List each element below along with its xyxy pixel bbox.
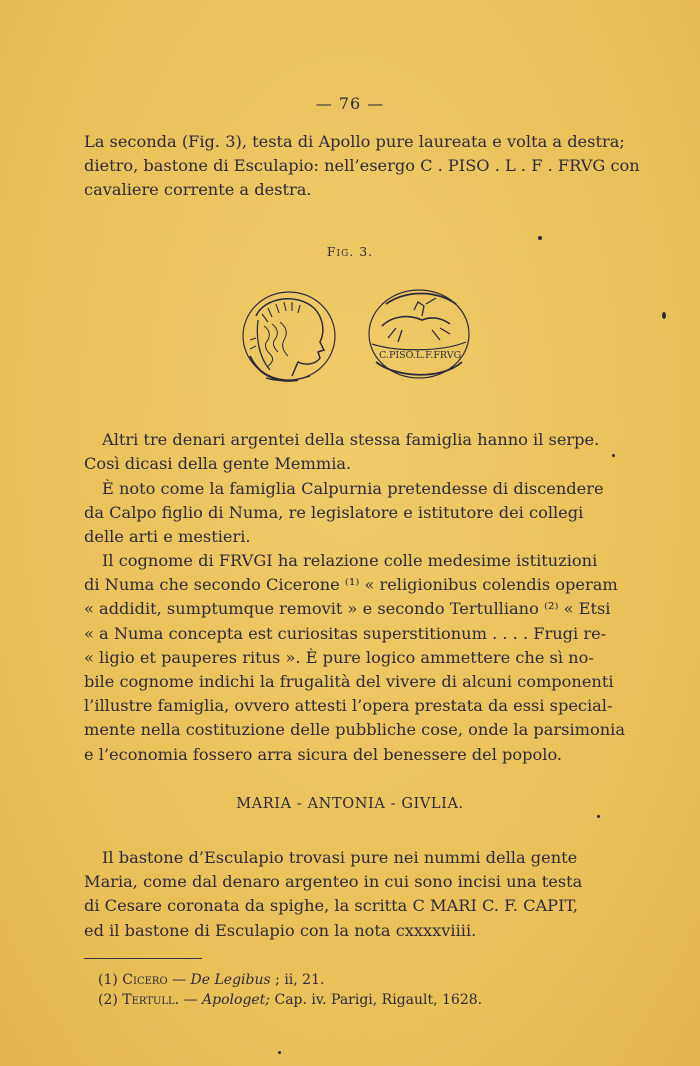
text-line: ed il bastone di Esculapio con la nota cxxxxviiii. <box>84 920 477 940</box>
paper-speck <box>662 312 666 319</box>
paragraph-serpe <box>84 428 638 476</box>
footnote-author: Tertull. <box>122 992 180 1008</box>
paper-speck <box>597 815 600 818</box>
text-line: l’illustre famiglia, ovvero attesti l’opera prestata da essi special- <box>84 696 613 716</box>
footnotes <box>98 970 618 1010</box>
footnote-author: Cicero <box>122 972 168 988</box>
paper-speck <box>538 236 542 240</box>
text-line: delle arti e mestieri. <box>84 527 251 547</box>
footnote-dash: — <box>179 992 203 1008</box>
paper-speck <box>612 454 615 457</box>
footnote-1 <box>98 970 618 990</box>
paragraph-maria <box>84 846 638 943</box>
footnote-ref: ; ii, 21. <box>270 972 325 988</box>
coin-reverse-inscription: C.PISO.L.F.FRVG <box>379 350 462 361</box>
paragraph-frvgi <box>84 549 638 767</box>
footnote-dash: — <box>167 972 191 988</box>
text-line: È noto come la famiglia Calpurnia pretendesse di discendere <box>102 479 604 498</box>
text-line: di Numa che secondo Cicerone ⁽¹⁾ « religionibus colendis operam <box>84 575 618 595</box>
text-line: e l’economia fossero arra sicura del benessere del popolo. <box>84 744 563 764</box>
text-line: cavaliere corrente a destra. <box>84 180 312 200</box>
text-line: Altri tre denari argentei della stessa famiglia hanno il serpe. <box>102 430 600 449</box>
footnote-number: (1) <box>98 972 118 988</box>
footnote-ref: Cap. iv. Parigi, Rigault, 1628. <box>270 992 483 1008</box>
text-line: Il bastone d’Esculapio trovasi pure nei nummi della gente <box>102 848 578 867</box>
text-line: di Cesare coronata da spighe, la scritta C MARI C. F. CAPIT, <box>84 896 579 916</box>
text-line: Maria, come dal denaro argenteo in cui sono incisi una testa <box>84 872 583 892</box>
footnote-number: (2) <box>98 992 118 1008</box>
coins-illustration <box>236 286 476 396</box>
text-line: da Calpo figlio di Numa, re legislatore e istitutore dei collegi <box>84 503 584 523</box>
text-line: « a Numa concepta est curiositas superstitionum . . . . Frugi re- <box>84 623 607 643</box>
paragraph-calpurnia <box>84 477 638 550</box>
coin-obverse-apollo-head <box>243 292 335 381</box>
footnote-rule <box>84 958 202 959</box>
section-heading: MARIA - ANTONIA - GIVLIA. <box>236 796 464 812</box>
text-line: Il cognome di FRVGI ha relazione colle medesime istituzioni <box>102 551 598 570</box>
coin-reverse-horseman <box>369 290 469 378</box>
footnote-title: Apologet; <box>202 992 271 1008</box>
footnote-title: De Legibus <box>190 972 271 988</box>
text-line: « addidit, sumptumque removit » e secondo Tertulliano ⁽²⁾ « Etsi <box>84 599 611 619</box>
page-number: — 76 — <box>315 94 385 113</box>
text-line: dietro, bastone di Esculapio: nell’esergo C . PISO . L . F . FRVG con <box>84 156 640 176</box>
text-line: Così dicasi della gente Memmia. <box>84 454 352 474</box>
intro-paragraph <box>84 130 638 203</box>
text-line: bile cognome indichi la frugalità del vivere di alcuni componenti <box>84 672 614 692</box>
text-line: mente nella costituzione delle pubbliche cose, onde la parsimonia <box>84 720 625 740</box>
text-line: « ligio et pauperes ritus ». È pure logico ammettere che sì no- <box>84 647 594 667</box>
footnote-2 <box>98 990 618 1010</box>
text-line: La seconda (Fig. 3), testa di Apollo pure laureata e volta a destra; <box>84 132 625 151</box>
paper-speck <box>278 1051 281 1054</box>
figure-caption: Fig. 3. <box>326 244 374 259</box>
